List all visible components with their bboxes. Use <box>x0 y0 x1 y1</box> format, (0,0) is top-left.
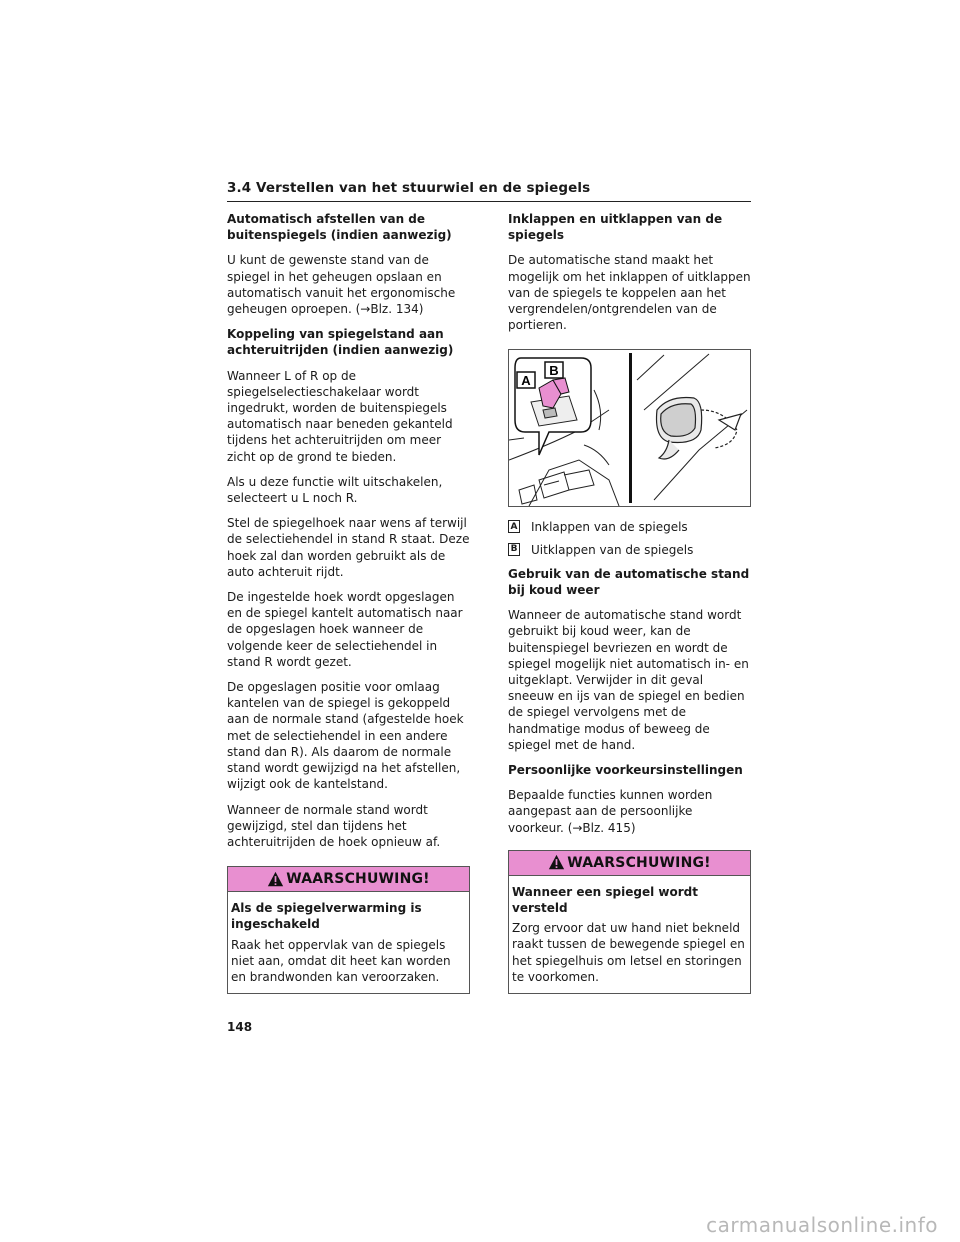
paragraph: Wanneer L of R op de spiegelselectieschakelaar wordt ingedrukt, worden de buitenspiegels automatisch naar beneden gekanteld tijdens het achteruitrijden om meer zicht op de grond te bieden. <box>227 368 453 464</box>
legend-item-b <box>508 542 751 558</box>
legend-tag-a: A <box>508 520 520 533</box>
paragraph: De automatische stand maakt het mogelijk om het inklappen of uitklappen van de spiegels te koppelen aan het vergrendelen/ontgrendelen van de portieren. <box>508 253 751 333</box>
legend-text-b: Uitklappen van de spiegels <box>531 542 694 557</box>
warning-title: Als de spiegelverwarming is ingeschakeld <box>231 901 422 932</box>
header-rule <box>227 201 751 202</box>
section-title: 3.4 Verstellen van het stuurwiel en de spiegels <box>227 180 591 196</box>
legend-item-a <box>508 519 751 535</box>
paragraph: De opgeslagen positie voor omlaag kantelen van de spiegel is gekoppeld aan de normale stand (afgestelde hoek met de selectiehendel in een andere stand dan R). Als daarom de normale stand wordt gewijzigd na het afstellen, wijzigt ook de kantelstand. <box>227 680 464 792</box>
warning-text: Zorg ervoor dat uw hand niet bekneld raakt tussen de bewegende spiegel en het spiegelhuis om letsel en storingen te voorkomen. <box>512 921 745 984</box>
warning-label: WAARSCHUWING! <box>286 871 430 887</box>
heading-reverse-link: Koppeling van spiegelstand aan achteruitrijden (indien aanwezig) <box>227 327 454 358</box>
legend-text-a: Inklappen van de spiegels <box>531 520 688 535</box>
paragraph: Wanneer de automatische stand wordt gebruikt bij koud weer, kan de buitenspiegel bevriezen en wordt de spiegel mogelijk niet automatisch in- en uitgeklapt. Verwijder in dit geval sneeuw en ijs van de spiegel en bedien de spiegel vervolgens met de handmatige modus of beweeg de spiegel met de hand. <box>508 608 749 752</box>
left-column <box>227 211 470 994</box>
paragraph: U kunt de gewenste stand van de spiegel in het geheugen opslaan en automatisch vanuit het ergonomische geheugen oproepen. (→Blz. 134) <box>227 253 456 317</box>
figure-label-b: B <box>549 363 559 379</box>
paragraph: Wanneer de normale stand wordt gewijzigd, stel dan tijdens het achteruitrijden de hoek opnieuw af. <box>227 802 441 849</box>
section-header <box>227 180 751 202</box>
page-number: 148 <box>227 1020 253 1034</box>
heading-personal-settings: Persoonlijke voorkeursinstellingen <box>508 763 743 778</box>
figure-label-a: A <box>521 373 531 389</box>
mirror-fold-illustration <box>508 349 751 507</box>
warning-box-mirror <box>508 850 751 994</box>
right-column <box>508 211 751 994</box>
warning-title: Wanneer een spiegel wordt versteld <box>512 884 698 916</box>
warning-header <box>228 867 469 892</box>
warning-triangle-icon <box>548 854 565 871</box>
paragraph: Bepaalde functies kunnen worden aangepast aan de persoonlijke voorkeur. (→Blz. 415) <box>508 788 713 835</box>
warning-body <box>509 876 750 993</box>
warning-header <box>509 851 750 876</box>
legend-tag-b: B <box>508 543 520 556</box>
warning-body <box>228 892 469 993</box>
heading-cold-weather: Gebruik van de automatische stand bij koud weer <box>508 566 750 598</box>
warning-triangle-icon <box>267 871 284 888</box>
paragraph: Als u deze functie wilt uitschakelen, selecteert u L noch R. <box>227 474 443 506</box>
watermark: carmanualsonline.info <box>706 1213 938 1237</box>
warning-box-heater <box>227 866 470 994</box>
warning-label: WAARSCHUWING! <box>567 854 711 871</box>
heading-auto-adjust: Automatisch afstellen van de buitenspiegels (indien aanwezig) <box>227 212 452 243</box>
warning-text: Raak het oppervlak van de spiegels niet aan, omdat dit heet kan worden en brandwonden kan veroorzaken. <box>231 937 451 984</box>
paragraph: Stel de spiegelhoek naar wens af terwijl de selectiehendel in stand R staat. Deze hoek zal dan worden gebruikt als de auto achteruit rijdt. <box>227 516 470 579</box>
illustration-svg <box>509 350 750 506</box>
paragraph: De ingestelde hoek wordt opgeslagen en de spiegel kantelt automatisch naar de opgeslagen hoek wanneer de volgende keer de selectiehendel in stand R wordt gezet. <box>227 590 463 669</box>
heading-fold: Inklappen en uitklappen van de spiegels <box>508 212 723 243</box>
